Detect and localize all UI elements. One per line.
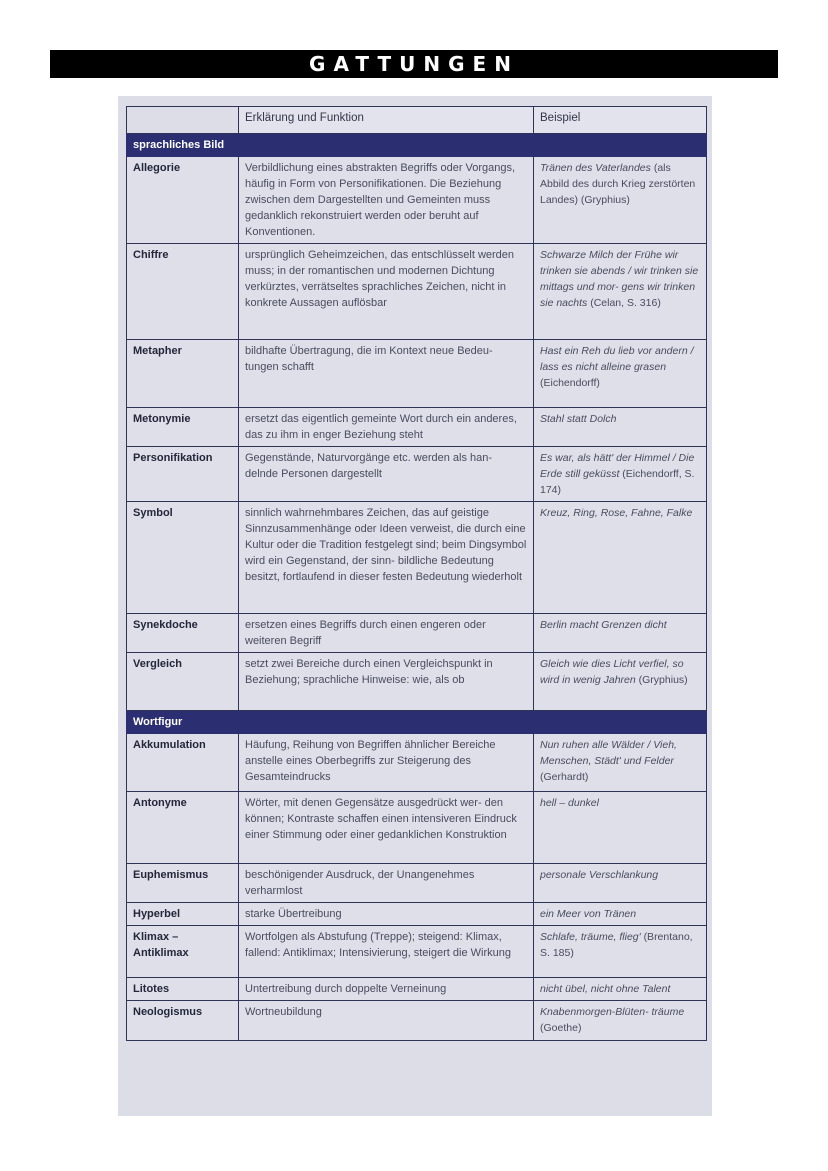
header-example: Beispiel: [534, 107, 707, 134]
term-cell: Allegorie: [127, 157, 239, 244]
example-cell: [534, 978, 707, 1001]
section-title: Wortfigur: [127, 711, 707, 734]
term-cell: Klimax – Antiklimax: [127, 926, 239, 978]
example-source: (Eichendorff): [540, 377, 600, 389]
table-row: [127, 157, 707, 244]
example-source: (Celan, S. 316): [590, 297, 661, 309]
header-explanation: Erklärung und Funktion: [239, 107, 534, 134]
term-cell: Metapher: [127, 340, 239, 408]
table-body: [127, 134, 707, 1041]
example-quote: Schlafe, träume, flieg': [540, 931, 641, 943]
stylistic-devices-table: [126, 106, 707, 1041]
table-row: [127, 734, 707, 792]
table-row: [127, 978, 707, 1001]
example-quote: Berlin macht Grenzen dicht: [540, 619, 667, 631]
explanation-cell: Wortneubildung: [239, 1001, 534, 1041]
table-row: [127, 864, 707, 903]
term-cell: Vergleich: [127, 653, 239, 711]
table-row: [127, 903, 707, 926]
page-title-bar: [50, 50, 778, 78]
example-cell: [534, 244, 707, 340]
table-row: [127, 340, 707, 408]
term-cell: Antonyme: [127, 792, 239, 864]
table-row: [127, 408, 707, 447]
example-cell: [534, 653, 707, 711]
term-cell: Metonymie: [127, 408, 239, 447]
example-cell: [534, 734, 707, 792]
explanation-cell: Verbildlichung eines abstrakten Begriffs oder Vorgangs, häufig in Form von Personifikationen. Die Beziehung zwischen dem Dargestellten und Gemeinten muss gedanklich rekonstruiert werden oder beruht auf Konventionen.: [239, 157, 534, 244]
example-source: (Gerhardt): [540, 771, 589, 783]
term-cell: Hyperbel: [127, 903, 239, 926]
term-cell: Akkumulation: [127, 734, 239, 792]
example-source: (Brentano, S. 185): [540, 931, 693, 959]
page-title: GATTUNGEN: [309, 52, 519, 76]
term-cell: Synekdoche: [127, 614, 239, 653]
example-cell: [534, 864, 707, 903]
example-quote: Es war, als hätt' der Himmel / Die Erde still geküsst: [540, 452, 695, 480]
section-title: sprachliches Bild: [127, 134, 707, 157]
example-quote: personale Verschlankung: [540, 869, 659, 881]
table-row: [127, 502, 707, 614]
example-quote: Hast ein Reh du lieb vor andern / lass es nicht alleine grasen: [540, 345, 694, 373]
table-row: [127, 653, 707, 711]
header-term-cell: [127, 107, 239, 134]
explanation-cell: Wörter, mit denen Gegensätze ausgedrückt wer- den können; Kontraste schaffen einen intensiveren Eindruck einer Stimmung oder einer gedanklichen Konstruktion: [239, 792, 534, 864]
term-cell: Symbol: [127, 502, 239, 614]
term-cell: Chiffre: [127, 244, 239, 340]
example-quote: Stahl statt Dolch: [540, 413, 617, 425]
example-quote: Gleich wie dies Licht verfiel, so wird in wenig Jahren: [540, 658, 684, 686]
example-source: (Gryphius): [638, 674, 688, 686]
explanation-cell: Gegenstände, Naturvorgänge etc. werden als han- delnde Personen dargestellt: [239, 447, 534, 502]
explanation-cell: starke Übertreibung: [239, 903, 534, 926]
table-row: [127, 614, 707, 653]
term-cell: Personifikation: [127, 447, 239, 502]
term-cell: Litotes: [127, 978, 239, 1001]
table-row: [127, 792, 707, 864]
example-quote: Knabenmorgen-Blüten- träume: [540, 1006, 685, 1018]
example-cell: [534, 792, 707, 864]
table-row: [127, 926, 707, 978]
explanation-cell: ursprünglich Geheimzeichen, das entschlüsselt werden muss; in der romantischen und modernen Dichtung verkürztes, verrätseltes sprachliches Zeichen, nicht in konkrete Aussagen auflösbar: [239, 244, 534, 340]
explanation-cell: setzt zwei Bereiche durch einen Vergleichspunkt in Beziehung; sprachliche Hinweise: wie, als ob: [239, 653, 534, 711]
example-cell: [534, 926, 707, 978]
explanation-cell: Wortfolgen als Abstufung (Treppe); steigend: Klimax, fallend: Antiklimax; Intensivierung, steigert die Wirkung: [239, 926, 534, 978]
explanation-cell: ersetzen eines Begriffs durch einen engeren oder weiteren Begriff: [239, 614, 534, 653]
example-source: (als Abbild des durch Krieg zerstörten Landes) (Gryphius): [540, 162, 696, 206]
section-header-row: [127, 134, 707, 157]
explanation-cell: beschönigender Ausdruck, der Unangenehmes verharmlost: [239, 864, 534, 903]
example-cell: [534, 1001, 707, 1041]
table-photo: [118, 96, 712, 1116]
example-quote: nicht übel, nicht ohne Talent: [540, 983, 671, 995]
example-quote: ein Meer von Tränen: [540, 908, 637, 920]
term-cell: Neologismus: [127, 1001, 239, 1041]
example-cell: [534, 614, 707, 653]
example-cell: [534, 408, 707, 447]
example-cell: [534, 157, 707, 244]
example-cell: [534, 502, 707, 614]
example-quote: hell – dunkel: [540, 797, 599, 809]
table-row: [127, 447, 707, 502]
example-quote: Schwarze Milch der Frühe wir trinken sie abends / wir trinken sie mittags und mor- gens wir trinken sie nachts: [540, 249, 699, 309]
example-quote: Nun ruhen alle Wälder / Vieh, Menschen, Städt' und Felder: [540, 739, 677, 767]
example-cell: [534, 447, 707, 502]
explanation-cell: bildhafte Übertragung, die im Kontext neue Bedeu- tungen schafft: [239, 340, 534, 408]
table-row: [127, 1001, 707, 1041]
example-cell: [534, 340, 707, 408]
explanation-cell: sinnlich wahrnehmbares Zeichen, das auf geistige Sinnzusammenhänge oder Ideen verweist, die durch eine Kultur oder die Tradition festgelegt sind; beim Dingsymbol wird ein Gegenstand, der sinn- bildliche Bedeutung besitzt, fortlaufend in dieser festen Bedeutung wiederholt: [239, 502, 534, 614]
explanation-cell: ersetzt das eigentlich gemeinte Wort durch ein anderes, das zu ihm in enger Beziehung steht: [239, 408, 534, 447]
example-quote: Tränen des Vaterlandes: [540, 162, 651, 174]
explanation-cell: Untertreibung durch doppelte Verneinung: [239, 978, 534, 1001]
example-quote: Kreuz, Ring, Rose, Fahne, Falke: [540, 507, 693, 519]
table-header-row: [127, 107, 707, 134]
explanation-cell: Häufung, Reihung von Begriffen ähnlicher Bereiche anstelle eines Oberbegriffs zur Steigerung des Gesamteindrucks: [239, 734, 534, 792]
example-cell: [534, 903, 707, 926]
table-row: [127, 244, 707, 340]
example-source: (Goethe): [540, 1022, 582, 1034]
section-header-row: [127, 711, 707, 734]
example-source: (Eichendorff, S. 174): [540, 468, 695, 496]
term-cell: Euphemismus: [127, 864, 239, 903]
